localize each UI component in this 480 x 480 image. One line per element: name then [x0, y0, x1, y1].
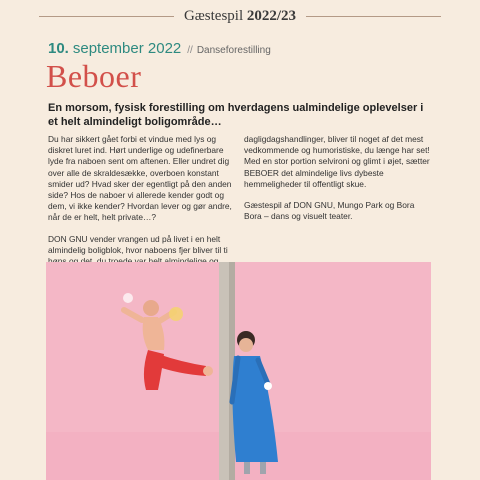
event-date-line [48, 40, 271, 57]
event-separator: // [187, 45, 193, 56]
header-rule-right [306, 16, 441, 17]
body-paragraph: Du har sikkert gået forbi et vindue med lys og diskret luret ind. Hørt underlige og udefinerbare lyde fra naboen sent om aftenen. Eller undret dig over alle de skraldesække, overboen konstant smider ud? Hvad sker der egentligt på den anden side? Hos de naboer vi allerede kender godt og dem, vi ikke kender? Hvordan lever og gør andre, når de er helt, helt private…? [48, 134, 232, 223]
header-title [184, 8, 296, 25]
body-paragraph: Gæstespil af DON GNU, Mungo Park og Bora Bora – dans og visuelt teater. [244, 200, 415, 222]
article-lead: En morsom, fysisk forestilling om hverdagens ualmindelige oplevelser i et helt almindeligt boligområde… [48, 102, 424, 128]
header-rule-left [39, 16, 174, 17]
performance-photo [46, 262, 431, 480]
event-category: Danseforestilling [196, 45, 271, 56]
event-day: 10. [48, 40, 69, 57]
header-label: Gæstespil [183, 7, 244, 24]
concrete-pole [219, 262, 235, 480]
body-column-right [244, 134, 434, 232]
body-paragraph: DON GNU vender vrangen ud på livet i en helt almindelig boligblok, hvor naboens fjer bliver til ti [48, 233, 228, 255]
event-month-year: september 2022 [72, 40, 182, 57]
body-paragraph: dagligdagshandlinger, bliver til noget af det mest vedkommende og humoristiske, du længe har set! Med en stor portion selvironi og glimt i øjet, sætter BEBOER det almindelige livs dybeste hemmeligheder til offentligt skue. [244, 134, 430, 189]
page-header [0, 6, 480, 26]
article-title: Beboer [46, 58, 142, 94]
photo-illustration [46, 262, 431, 480]
header-year: 2022/23 [246, 7, 297, 24]
